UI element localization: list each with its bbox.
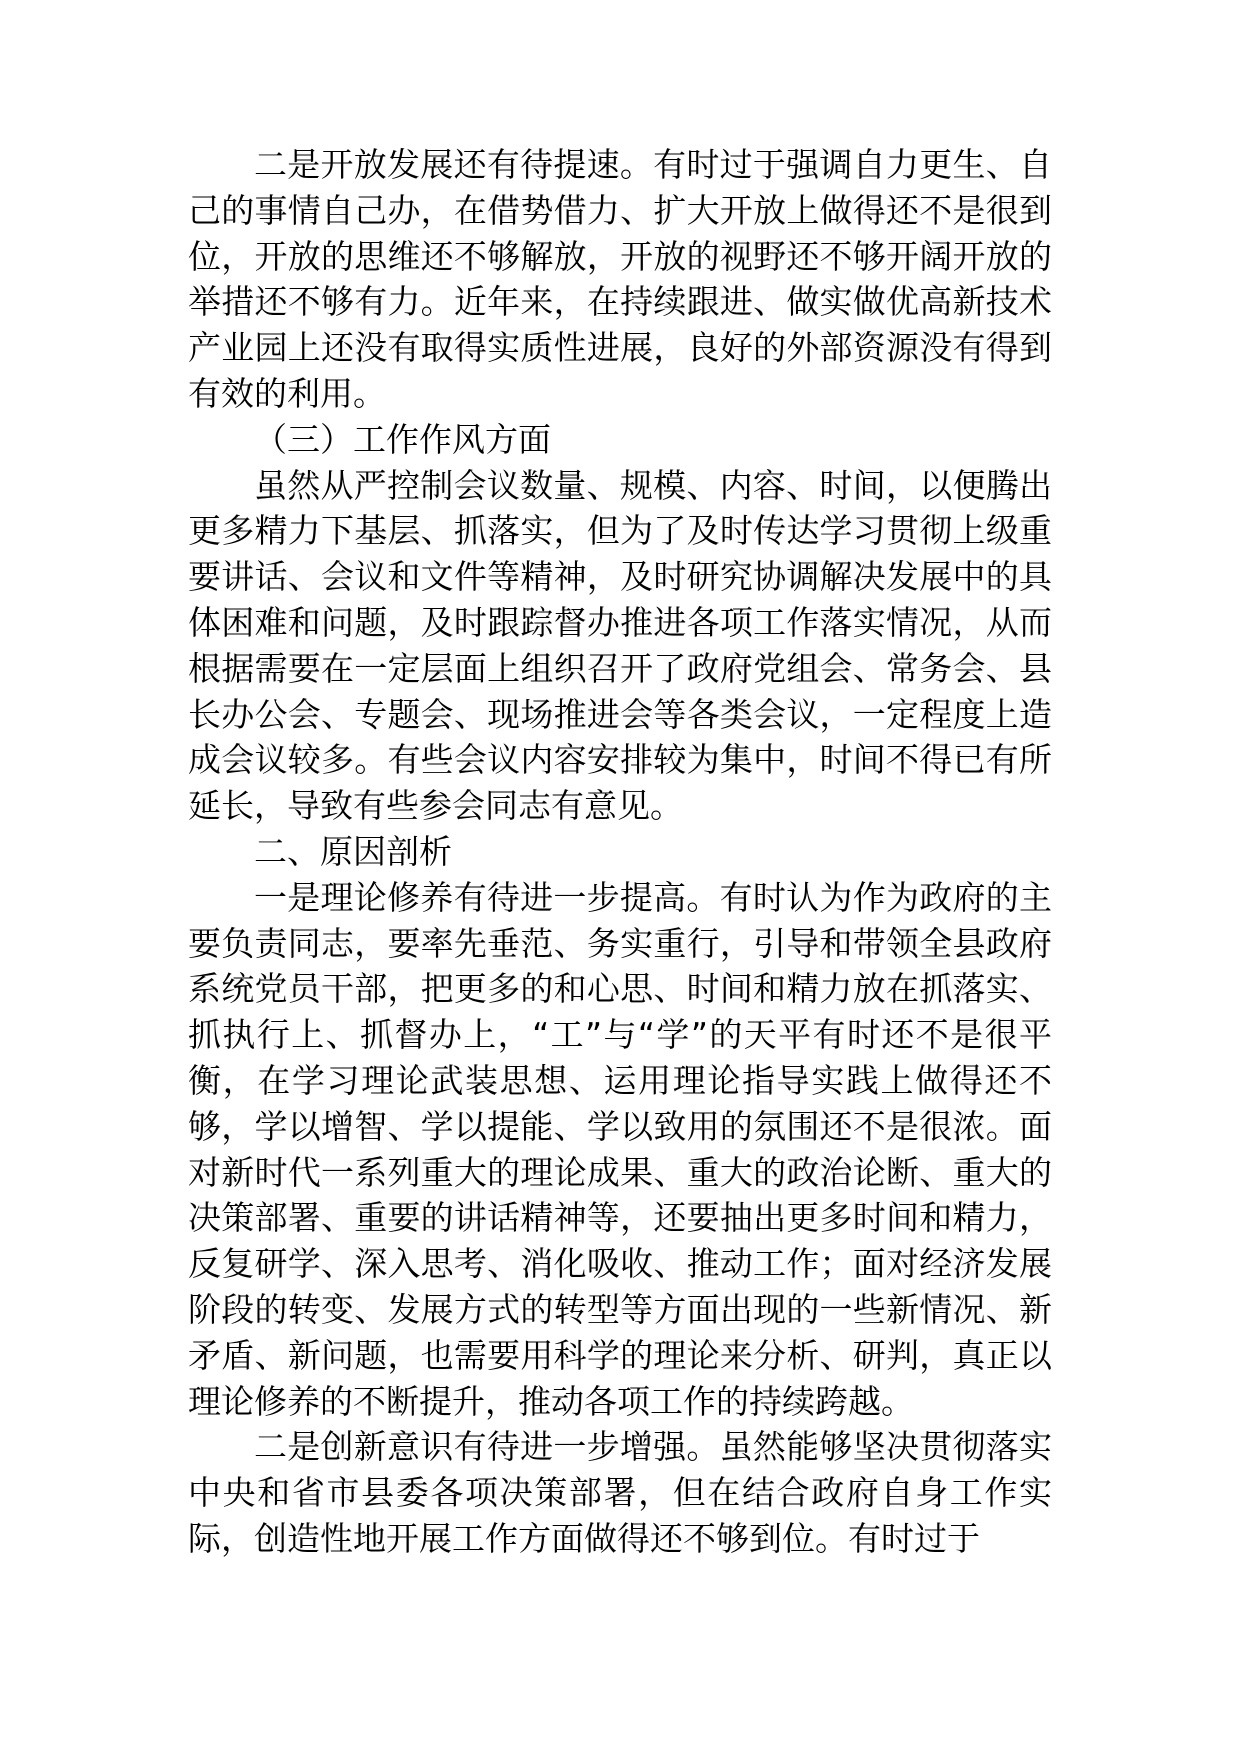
section-heading-cause-analysis: 二、原因剖析	[254, 831, 452, 871]
document-body	[188, 142, 1052, 1562]
paragraph-open-development: 二是开放发展还有待提速。有时过于强调自力更生、自己的事情自己办，在借势借力、扩大开放上做得还不是很到位，开放的思维还不够解放，开放的视野还不够开阔开放的举措还不够有力。近年来，在持续跟进、做实做优高新技术产业园上还没有取得实质性进展，良好的外部资源没有得到有效的利用。	[188, 145, 1052, 413]
paragraph-theory-cultivation: 一是理论修养有待进一步提高。有时认为作为政府的主要负责同志，要率先垂范、务实重行，引导和带领全县政府系统党员干部，把更多的和心思、时间和精力放在抓落实、抓执行上、抓督办上，“工”与“学”的天平有时还不是很平衡，在学习理论武装思想、运用理论指导实践上做得还不够，学以增智、学以提能、学以致用的氛围还不是很浓。面对新时代一系列重大的理论成果、重大的政治论断、重大的决策部署、重要的讲话精神等，还要抽出更多时间和精力，反复研学、深入思考、消化吸收、推动工作；面对经济发展阶段的转变、发展方式的转型等方面出现的一些新情况、新矛盾、新问题，也需要用科学的理论来分析、研判，真正以理论修养的不断提升，推动各项工作的持续跨越。	[188, 877, 1052, 1421]
paragraph-meetings: 虽然从严控制会议数量、规模、内容、时间，以便腾出更多精力下基层、抓落实，但为了及时传达学习贯彻上级重要讲话、会议和文件等精神，及时研究协调解决发展中的具体困难和问题，及时跟踪督办推进各项工作落实情况，从而根据需要在一定层面上组织召开了政府党组会、常务会、县长办公会、专题会、现场推进会等各类会议，一定程度上造成会议较多。有些会议内容安排较为集中，时间不得已有所延长，导致有些参会同志有意见。	[188, 465, 1052, 826]
paragraph-innovation-awareness: 二是创新意识有待进一步增强。虽然能够坚决贯彻落实中央和省市县委各项决策部署，但在结合政府自身工作实际，创造性地开展工作方面做得还不够到位。有时过于	[188, 1427, 1052, 1558]
section-heading-work-style: （三）工作作风方面	[254, 419, 551, 459]
